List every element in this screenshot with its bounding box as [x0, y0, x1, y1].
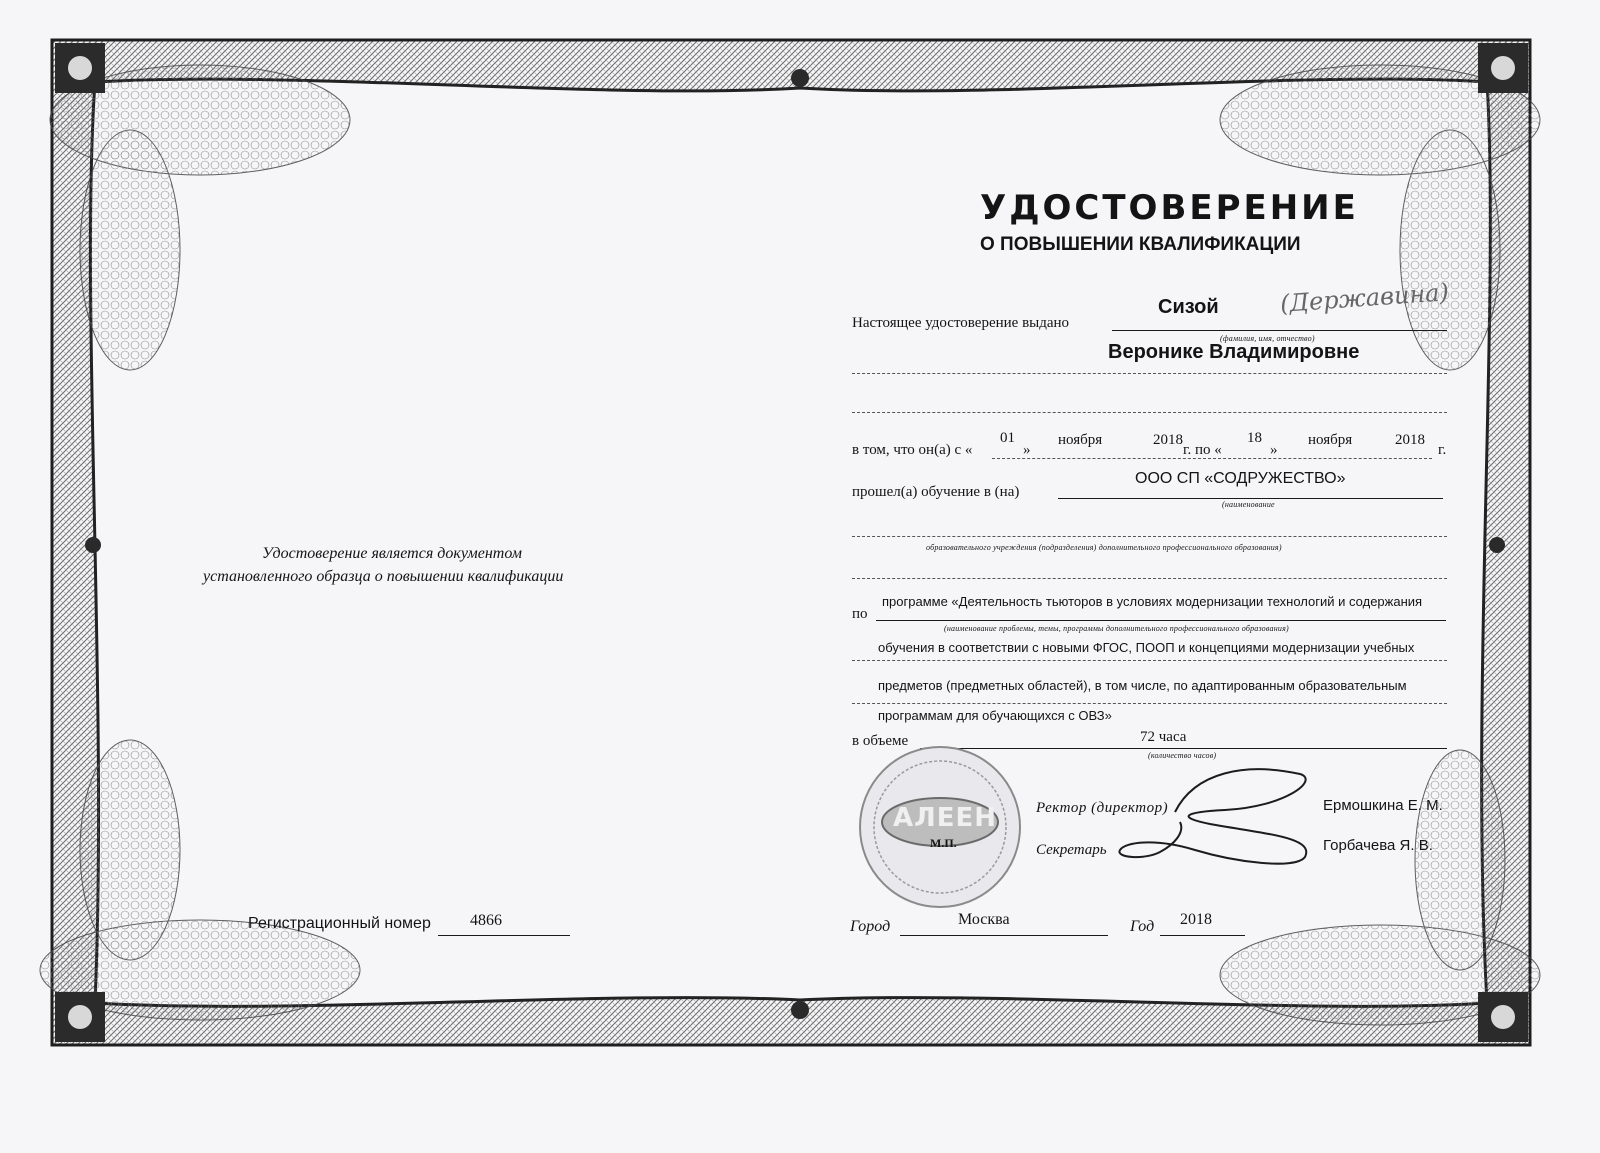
month-to: ноября: [1308, 432, 1353, 448]
program-line-2: обучения в соответствии с новыми ФГОС, ПООП и концепциями модернизации учебных: [878, 640, 1415, 655]
quote-close-1: »: [1023, 442, 1031, 458]
reg-number-label: Регистрационный номер: [248, 915, 431, 932]
volume-hint: (количество часов): [1148, 751, 1217, 760]
org-label: прошел(а) обучение в (на): [852, 484, 1020, 500]
program-underline-1: [876, 620, 1446, 621]
city-line: [900, 935, 1108, 936]
secretary-label: Секретарь: [1036, 842, 1107, 858]
volume-value: 72 часа: [1140, 729, 1187, 745]
day-from: 01: [1000, 430, 1015, 446]
reg-number-line: [438, 935, 570, 936]
seal-mp: М.П.: [930, 836, 957, 850]
program-underline-3: [852, 703, 1447, 704]
volume-label: в объеме: [852, 733, 909, 749]
issued-line: [1112, 330, 1447, 331]
month-from: ноября: [1058, 432, 1103, 448]
org-line-2: [852, 536, 1447, 537]
left-note-line2: установленного образца о повышении квалификации: [203, 568, 564, 585]
dates-prefix: в том, что он(а) с «: [852, 442, 973, 458]
org-hint-2: образовательного учреждения (подразделения) дополнительного профессионального образования): [926, 543, 1282, 552]
program-line-4: программам для обучающихся с ОВЗ»: [878, 708, 1112, 723]
year-label: Год: [1130, 918, 1155, 935]
recipient-surname: Сизой: [1158, 296, 1219, 318]
name-line: [852, 373, 1447, 374]
document-subtitle: О ПОВЫШЕНИИ КВАЛИФИКАЦИИ: [980, 234, 1301, 255]
city-value: Москва: [958, 911, 1010, 928]
left-note-line1: Удостоверение является документом: [262, 545, 522, 562]
year-to: 2018: [1395, 432, 1425, 448]
issued-hint: (фамилия, имя, отчество): [1220, 334, 1315, 343]
rector-name: Ермошкина Е. М.: [1323, 797, 1443, 814]
handwritten-note: (Державина): [1279, 278, 1450, 318]
signature-scribble: [1115, 762, 1325, 872]
org-line: [1058, 498, 1443, 499]
document-title: УДОСТОВЕРЕНИЕ: [980, 188, 1359, 228]
rector-label: Ректор (директор): [1036, 800, 1169, 816]
blank-line: [852, 412, 1447, 413]
program-underline-2: [852, 660, 1447, 661]
dates-mid: г. по «: [1183, 442, 1222, 458]
issued-label: Настоящее удостоверение выдано: [852, 315, 1070, 331]
reg-number-value: 4866: [470, 912, 502, 929]
year-from: 2018: [1153, 432, 1183, 448]
year-line: [1160, 935, 1245, 936]
day-to: 18: [1247, 430, 1262, 446]
recipient-name: Веронике Владимировне: [1108, 341, 1360, 363]
year-value: 2018: [1180, 911, 1212, 928]
dates-line: [992, 458, 1432, 459]
org-line-3: [852, 578, 1447, 579]
quote-close-2: »: [1270, 442, 1278, 458]
seal-text: АЛЕЕН: [893, 803, 997, 833]
dates-suffix: г.: [1438, 442, 1447, 458]
secretary-name: Горбачева Я. В.: [1323, 837, 1433, 854]
program-hint: (наименование проблемы, темы, программы дополнительного профессионального образования): [944, 624, 1289, 633]
program-prefix: по: [852, 606, 868, 622]
city-label: Город: [850, 918, 891, 935]
program-line-3: предметов (предметных областей), в том числе, по адаптированным образовательным: [878, 678, 1407, 693]
program-line-1: программе «Деятельность тьюторов в условиях модернизации технологий и содержания: [882, 594, 1423, 609]
org-value: ООО СП «СОДРУЖЕСТВО»: [1135, 470, 1346, 487]
org-hint-1: (наименование: [1222, 500, 1275, 509]
